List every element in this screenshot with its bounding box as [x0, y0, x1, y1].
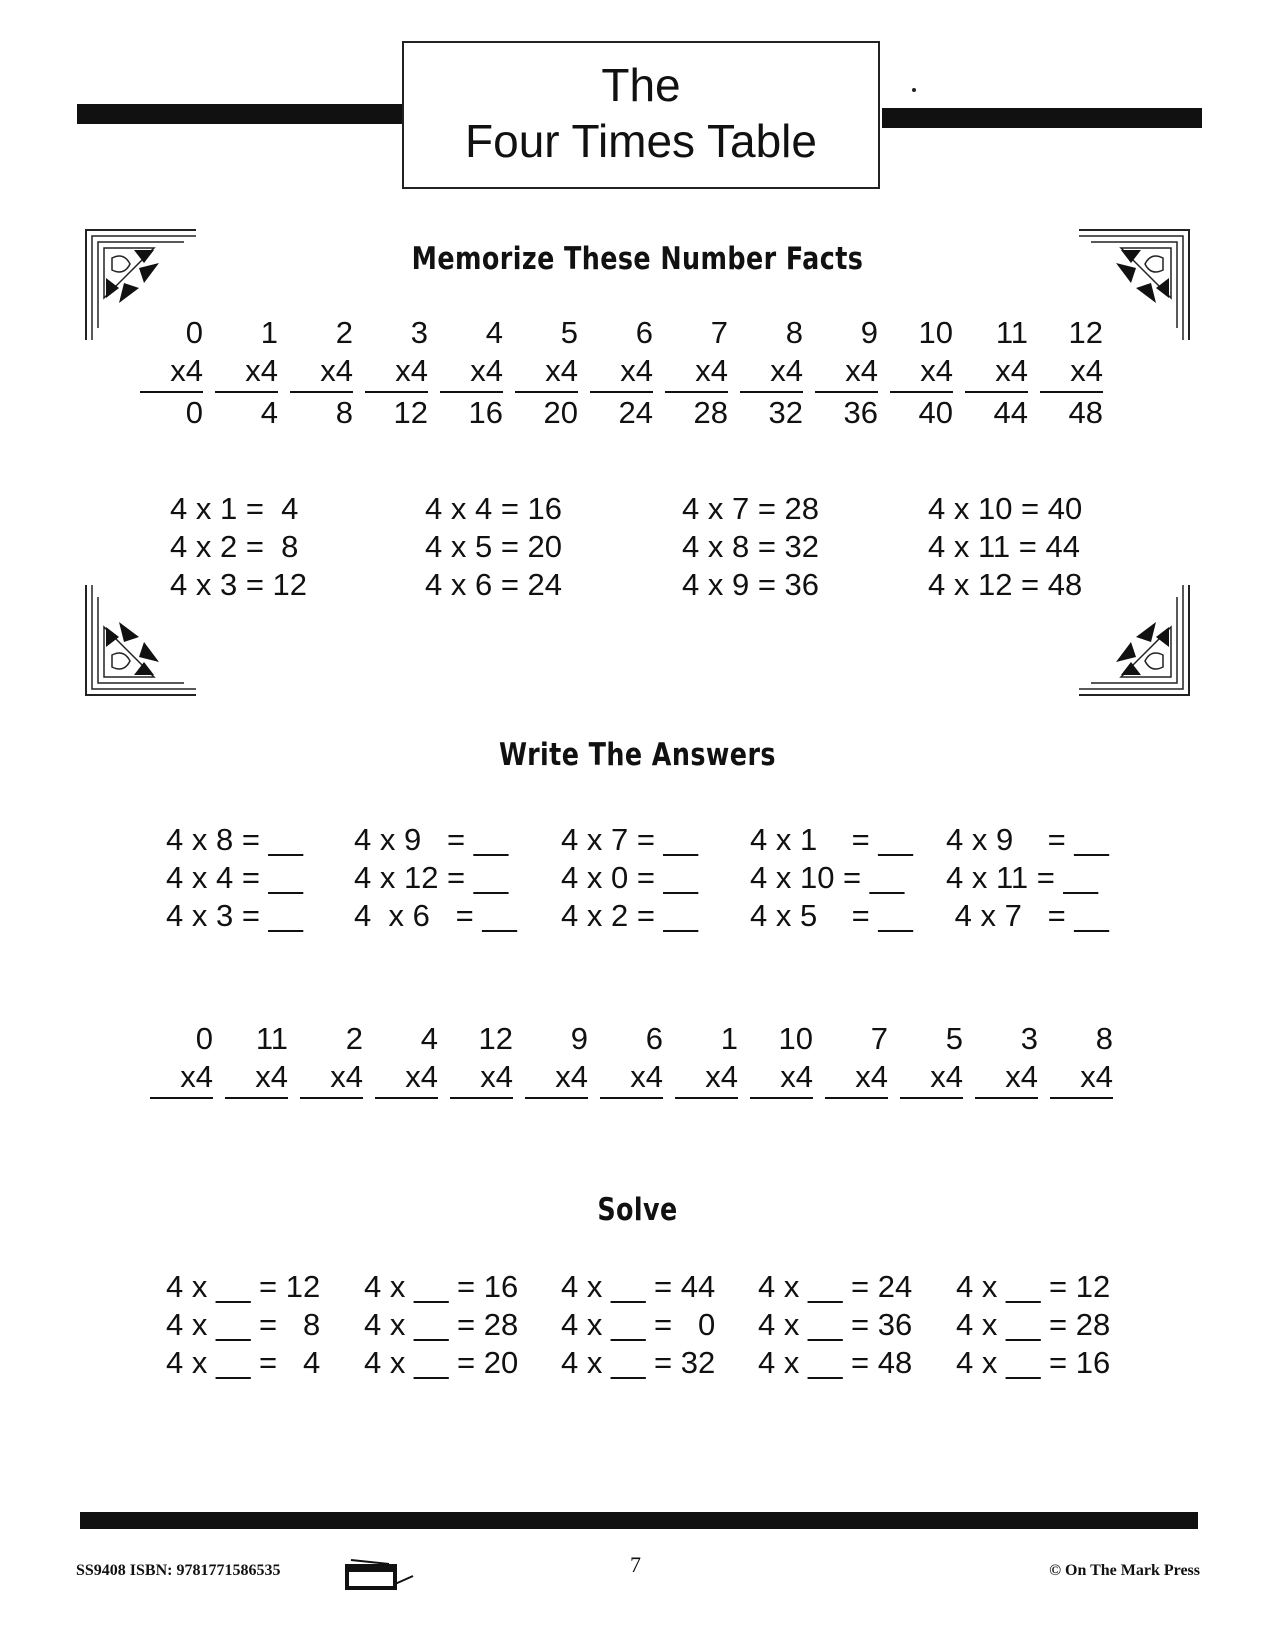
problem-column [1055, 1020, 1113, 1100]
fact-line: 4 x 8 = 32 [682, 529, 820, 564]
solve-problem: 4 x __ = 0 [561, 1307, 716, 1342]
fact-rule [815, 391, 878, 393]
fact-rule [665, 391, 728, 393]
fact-answer: 44 [993, 395, 1028, 430]
problem-multiplier: x4 [855, 1059, 888, 1094]
solve-problem: 4 x __ = 48 [758, 1345, 913, 1380]
problem-multiplier: x4 [255, 1059, 288, 1094]
write-problem: 4 x 4 = __ [166, 860, 304, 895]
write-list [561, 821, 698, 935]
fact-rule [515, 391, 578, 393]
fact-rule [140, 391, 203, 393]
solve-problem: 4 x __ = 28 [956, 1307, 1111, 1342]
solve-problem: 4 x __ = 8 [166, 1307, 321, 1342]
fact-top-number: 7 [710, 315, 728, 350]
problem-column [155, 1020, 213, 1100]
fact-line: 4 x 6 = 24 [425, 567, 563, 602]
solve-list [956, 1268, 1110, 1382]
fact-multiplier: x4 [920, 353, 953, 388]
header-rule-right [882, 108, 1202, 128]
problem-multiplier: x4 [480, 1059, 513, 1094]
fact-multiplier: x4 [1070, 353, 1103, 388]
fact-answer: 32 [768, 395, 803, 430]
write-list [750, 821, 913, 935]
problem-rule [900, 1097, 963, 1099]
solve-problem: 4 x __ = 12 [166, 1269, 321, 1304]
problem-multiplier: x4 [930, 1059, 963, 1094]
fact-multiplier: x4 [470, 353, 503, 388]
problem-multiplier: x4 [780, 1059, 813, 1094]
solve-problem: 4 x __ = 4 [166, 1345, 321, 1380]
fact-top-number: 10 [918, 315, 953, 350]
problem-column [380, 1020, 438, 1100]
fact-line: 4 x 11 = 44 [928, 529, 1080, 564]
problem-rule [975, 1097, 1038, 1099]
fact-line: 4 x 3 = 12 [170, 567, 308, 602]
problem-rule [1050, 1097, 1113, 1099]
page-title-line1: The [601, 59, 681, 111]
problem-rule [375, 1097, 438, 1099]
fact-rule [1040, 391, 1103, 393]
problem-rule [300, 1097, 363, 1099]
fact-top-number: 2 [335, 315, 353, 350]
fact-multiplier: x4 [995, 353, 1028, 388]
problem-top-number: 4 [420, 1021, 438, 1056]
fact-answer: 20 [543, 395, 578, 430]
fact-column [520, 314, 578, 432]
fact-multiplier: x4 [770, 353, 803, 388]
solve-problem: 4 x __ = 24 [758, 1269, 913, 1304]
fact-top-number: 8 [785, 315, 803, 350]
fact-answer: 36 [843, 395, 878, 430]
fact-column [745, 314, 803, 432]
fact-column [820, 314, 878, 432]
problem-rule [150, 1097, 213, 1099]
problem-column [755, 1020, 813, 1100]
problem-top-number: 8 [1095, 1021, 1113, 1056]
fact-rule [590, 391, 653, 393]
problem-top-number: 3 [1020, 1021, 1038, 1056]
page-number: 7 [630, 1552, 641, 1577]
fact-multiplier: x4 [320, 353, 353, 388]
header-rule-left [77, 104, 402, 124]
write-problem: 4 x 6 = __ [354, 898, 517, 933]
fact-rule [290, 391, 353, 393]
solve-list [166, 1268, 320, 1382]
solve-list [364, 1268, 518, 1382]
problem-top-number: 1 [720, 1021, 738, 1056]
fact-top-number: 3 [410, 315, 428, 350]
heading-write-answers: Write The Answers [499, 737, 776, 773]
facts-list [928, 490, 1082, 604]
fact-line: 4 x 1 = 4 [170, 491, 299, 526]
fact-top-number: 9 [860, 315, 878, 350]
write-problem: 4 x 9 = __ [354, 822, 509, 857]
problem-top-number: 10 [778, 1021, 813, 1056]
problem-top-number: 5 [945, 1021, 963, 1056]
problem-top-number: 7 [870, 1021, 888, 1056]
fact-answer: 28 [693, 395, 728, 430]
problem-rule [825, 1097, 888, 1099]
problem-multiplier: x4 [705, 1059, 738, 1094]
fact-rule [890, 391, 953, 393]
footer-rule [80, 1512, 1198, 1529]
fact-multiplier: x4 [845, 353, 878, 388]
fact-column [670, 314, 728, 432]
problem-top-number: 12 [478, 1021, 513, 1056]
solve-problem: 4 x __ = 32 [561, 1345, 716, 1380]
problem-multiplier: x4 [1080, 1059, 1113, 1094]
fact-column [595, 314, 653, 432]
problem-top-number: 9 [570, 1021, 588, 1056]
solve-problem: 4 x __ = 20 [364, 1345, 519, 1380]
facts-list [682, 490, 819, 604]
fact-column [295, 314, 353, 432]
fact-line: 4 x 5 = 20 [425, 529, 563, 564]
problem-column [980, 1020, 1038, 1100]
problem-column [230, 1020, 288, 1100]
fact-top-number: 12 [1068, 315, 1103, 350]
problem-rule [750, 1097, 813, 1099]
title-box [402, 41, 880, 189]
write-list [946, 821, 1109, 935]
problem-column [530, 1020, 588, 1100]
fact-column [1045, 314, 1103, 432]
corner-ornament-icon [1076, 582, 1191, 697]
problem-top-number: 2 [345, 1021, 363, 1056]
fact-answer: 24 [618, 395, 653, 430]
problem-rule [450, 1097, 513, 1099]
fact-column [145, 314, 203, 432]
problem-column [680, 1020, 738, 1100]
solve-problem: 4 x __ = 36 [758, 1307, 913, 1342]
fact-multiplier: x4 [695, 353, 728, 388]
fact-rule [440, 391, 503, 393]
write-problem: 4 x 7 = __ [561, 822, 699, 857]
write-problem: 4 x 11 = __ [946, 860, 1098, 895]
fact-answer: 12 [393, 395, 428, 430]
problem-rule [675, 1097, 738, 1099]
fact-rule [740, 391, 803, 393]
fact-top-number: 11 [995, 315, 1028, 350]
write-problem: 4 x 3 = __ [166, 898, 304, 933]
problem-column [905, 1020, 963, 1100]
solve-problem: 4 x __ = 44 [561, 1269, 716, 1304]
fact-top-number: 0 [185, 315, 203, 350]
heading-solve: Solve [597, 1192, 678, 1228]
fact-column [445, 314, 503, 432]
heading-memorize: Memorize These Number Facts [411, 241, 864, 277]
solve-problem: 4 x __ = 16 [364, 1269, 519, 1304]
fact-line: 4 x 12 = 48 [928, 567, 1083, 602]
problem-multiplier: x4 [330, 1059, 363, 1094]
write-problem: 4 x 12 = __ [354, 860, 509, 895]
problem-top-number: 6 [645, 1021, 663, 1056]
fact-rule [215, 391, 278, 393]
fact-column [895, 314, 953, 432]
fact-top-number: 1 [260, 315, 278, 350]
problem-rule [525, 1097, 588, 1099]
fact-line: 4 x 9 = 36 [682, 567, 820, 602]
problem-multiplier: x4 [555, 1059, 588, 1094]
write-problem: 4 x 8 = __ [166, 822, 304, 857]
write-problem: 4 x 2 = __ [561, 898, 699, 933]
fact-answer: 16 [468, 395, 503, 430]
fact-line: 4 x 2 = 8 [170, 529, 299, 564]
fact-line: 4 x 4 = 16 [425, 491, 563, 526]
problem-multiplier: x4 [405, 1059, 438, 1094]
fact-top-number: 5 [560, 315, 578, 350]
write-problem: 4 x 7 = __ [946, 898, 1109, 933]
solve-problem: 4 x __ = 12 [956, 1269, 1111, 1304]
fact-multiplier: x4 [620, 353, 653, 388]
fact-multiplier: x4 [245, 353, 278, 388]
blackboard-logo-icon [345, 1556, 415, 1592]
facts-list [425, 490, 562, 604]
write-problem: 4 x 0 = __ [561, 860, 699, 895]
fact-multiplier: x4 [545, 353, 578, 388]
write-list [354, 821, 517, 935]
footer-publisher: © On The Mark Press [1049, 1562, 1200, 1579]
fact-answer: 48 [1068, 395, 1103, 430]
problem-rule [225, 1097, 288, 1099]
fact-rule [365, 391, 428, 393]
fact-rule [965, 391, 1028, 393]
write-problem: 4 x 1 = __ [750, 822, 913, 857]
problem-multiplier: x4 [180, 1059, 213, 1094]
fact-answer: 0 [185, 395, 203, 430]
page-title-line2: Four Times Table [465, 115, 817, 167]
problem-multiplier: x4 [630, 1059, 663, 1094]
fact-line: 4 x 7 = 28 [682, 491, 820, 526]
problem-multiplier: x4 [1005, 1059, 1038, 1094]
stray-dot [912, 88, 916, 92]
problem-top-number: 11 [255, 1021, 288, 1056]
problem-column [455, 1020, 513, 1100]
fact-column [370, 314, 428, 432]
problem-column [830, 1020, 888, 1100]
solve-problem: 4 x __ = 28 [364, 1307, 519, 1342]
fact-multiplier: x4 [170, 353, 203, 388]
problem-column [605, 1020, 663, 1100]
fact-line: 4 x 10 = 40 [928, 491, 1083, 526]
write-problem: 4 x 5 = __ [750, 898, 913, 933]
problem-rule [600, 1097, 663, 1099]
problem-column [305, 1020, 363, 1100]
write-problem: 4 x 9 = __ [946, 822, 1109, 857]
solve-problem: 4 x __ = 16 [956, 1345, 1111, 1380]
fact-top-number: 6 [635, 315, 653, 350]
fact-multiplier: x4 [395, 353, 428, 388]
fact-answer: 8 [335, 395, 353, 430]
fact-answer: 4 [260, 395, 278, 430]
write-list [166, 821, 303, 935]
fact-column [220, 314, 278, 432]
write-problem: 4 x 10 = __ [750, 860, 905, 895]
fact-column [970, 314, 1028, 432]
fact-top-number: 4 [485, 315, 503, 350]
footer-isbn: SS9408 ISBN: 9781771586535 [76, 1562, 281, 1579]
problem-top-number: 0 [195, 1021, 213, 1056]
solve-list [561, 1268, 715, 1382]
fact-answer: 40 [918, 395, 953, 430]
solve-list [758, 1268, 912, 1382]
corner-ornament-icon [84, 582, 199, 697]
